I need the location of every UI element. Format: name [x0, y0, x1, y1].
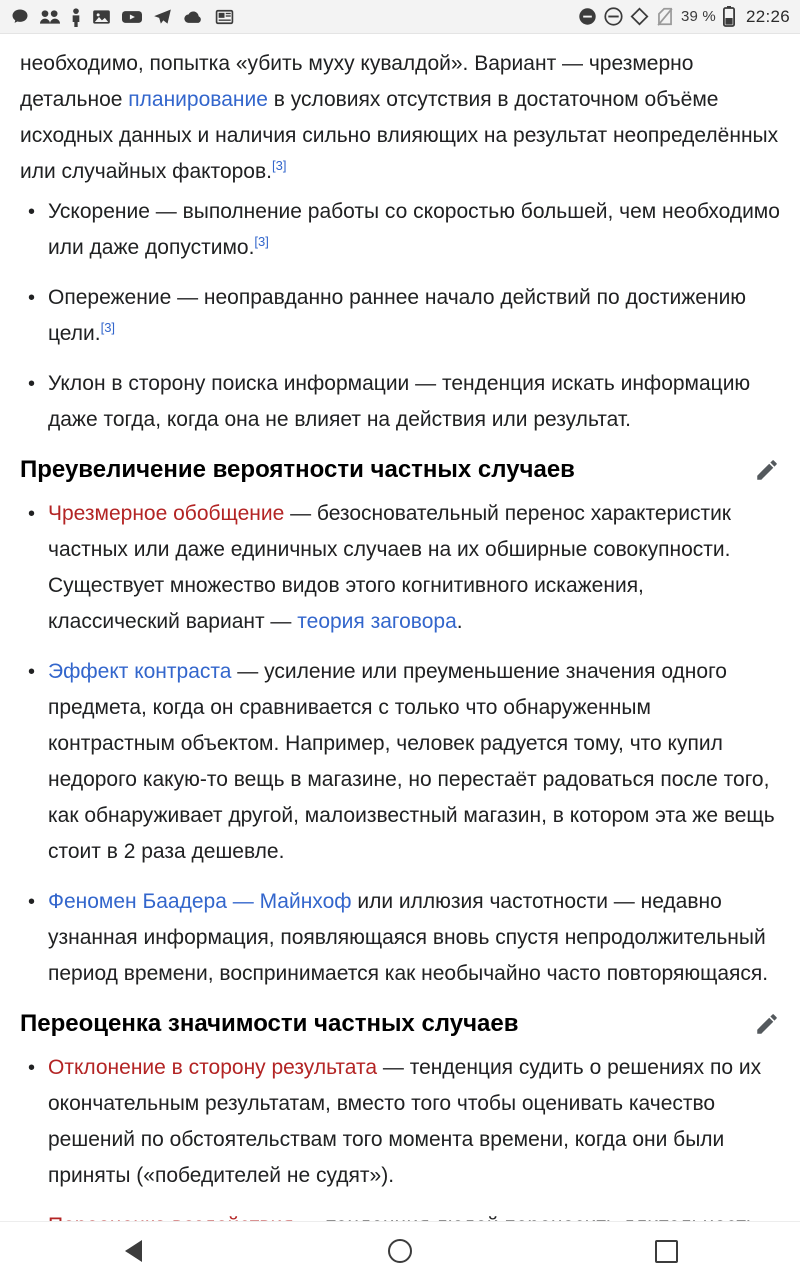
link-planirovanie[interactable]: планирование	[128, 88, 268, 111]
list-item	[20, 194, 780, 266]
list-item-text: Ускорение — выполнение работы со скоростью большей, чем необходимо или даже допустимо.	[48, 200, 780, 259]
reference-link[interactable]: [3]	[271, 158, 287, 173]
status-bar-system-icons	[578, 6, 790, 27]
list-item	[20, 366, 780, 438]
list-item-text: — усиление или преуменьшение значения одного предмета, когда он сравнивается с только что обнаруженным контрастным объектом. Например, человек радуется тому, что купил недорого какую-то вещь в магазине, но перестаёт радоваться после того, как обнаруживает другой, малоизвестный магазин, в котором эта же вещь стоит в 2 раза дешевле.	[48, 660, 775, 863]
list-item-text: — безосновательный перенос характеристик частных или даже единичных случаев на их обширные совокупности. Существует множество видов этого когнитивного искажения, классический вариант —	[48, 502, 731, 633]
home-button[interactable]	[340, 1222, 460, 1280]
article-content[interactable]	[0, 34, 800, 1222]
chat-bubble-icon	[10, 7, 30, 27]
do-not-disturb-icon	[578, 7, 597, 26]
battery-icon	[723, 6, 735, 27]
link-chrezmernoe-obobshenie[interactable]: Чрезмерное обобщение	[48, 502, 285, 525]
home-circle-icon	[388, 1239, 412, 1263]
android-navigation-bar	[0, 1221, 800, 1280]
photos-icon	[91, 7, 112, 27]
list-item	[20, 654, 780, 870]
recents-button[interactable]	[607, 1222, 727, 1280]
cloud-icon	[182, 7, 205, 27]
news-icon	[214, 7, 235, 27]
section-title: Преувеличение вероятности частных случаев	[20, 456, 575, 483]
list-item	[20, 280, 780, 352]
status-bar-clock: 22:26	[745, 6, 790, 26]
status-bar	[0, 0, 800, 34]
status-bar-notification-icons	[10, 7, 578, 27]
no-sim-icon	[656, 7, 674, 26]
telegram-icon	[152, 7, 173, 27]
battery-percent-label: 39 %	[680, 8, 716, 25]
list-item-text: Опережение — неоправданно раннее начало действий по достижению цели.	[48, 286, 747, 345]
section-heading-preuvelichenie	[20, 456, 780, 484]
link-effekt-kontrasta[interactable]: Эффект контраста	[48, 660, 232, 683]
paragraph-text-before: необходимо, попытка «убить муху кувалдой». Вариант — чрезмерно детальное	[20, 52, 694, 111]
reference-marker[interactable]	[101, 320, 115, 335]
paragraph-text-after: в условиях отсутствия в достаточном объёме исходных данных и наличия сильно влияющих на результат неопределённых или случайных факторов.	[20, 88, 779, 183]
section-0-bullet-list	[20, 496, 780, 992]
list-item	[20, 884, 780, 992]
list-item-text: — тенденция судить о решениях по их окончательным результатам, вместо того чтобы оценивать качество решений по обстоятельствам того момента времени, когда они были приняты («победителей не судят»).	[48, 1056, 762, 1187]
list-item	[20, 1050, 780, 1194]
back-button[interactable]	[73, 1222, 193, 1280]
mute-icon	[604, 7, 623, 26]
list-item	[20, 496, 780, 640]
reference-link[interactable]: [3]	[100, 320, 116, 335]
link-otklonenie-v-storonu-rezultata[interactable]: Отклонение в сторону результата	[48, 1056, 378, 1079]
recents-square-icon	[655, 1240, 678, 1263]
list-item-text: или иллюзия частотности — недавно узнанная информация, появляющаяся вновь спустя непродолжительный период времени, воспринимается как необычайно часто повторяющаяся.	[48, 890, 769, 985]
top-bullet-list	[20, 194, 780, 438]
youtube-icon	[121, 7, 143, 27]
back-triangle-icon	[125, 1240, 142, 1262]
link-fenomen-baadera-mainhof[interactable]: Феномен Баадера — Майнхоф	[48, 890, 352, 913]
reference-link[interactable]: [3]	[254, 234, 269, 249]
vpn-diamond-icon	[630, 7, 649, 26]
group-contacts-icon	[39, 7, 61, 27]
list-item-text-end: .	[456, 610, 463, 633]
link-teoriya-zagovora[interactable]: теория заговора	[297, 610, 457, 633]
person-icon	[70, 7, 82, 27]
edit-pencil-icon[interactable]	[754, 457, 780, 483]
edit-pencil-icon[interactable]	[754, 1011, 780, 1037]
list-item-text: Уклон в сторону поиска информации — тенденция искать информацию даже тогда, когда она не влияет на действия или результат.	[48, 372, 751, 431]
reference-marker[interactable]	[254, 234, 268, 249]
paragraph-continuation	[20, 46, 780, 190]
reference-marker[interactable]	[272, 158, 286, 173]
section-title: Переоценка значимости частных случаев	[20, 1010, 519, 1037]
section-heading-pereocenka	[20, 1010, 780, 1038]
